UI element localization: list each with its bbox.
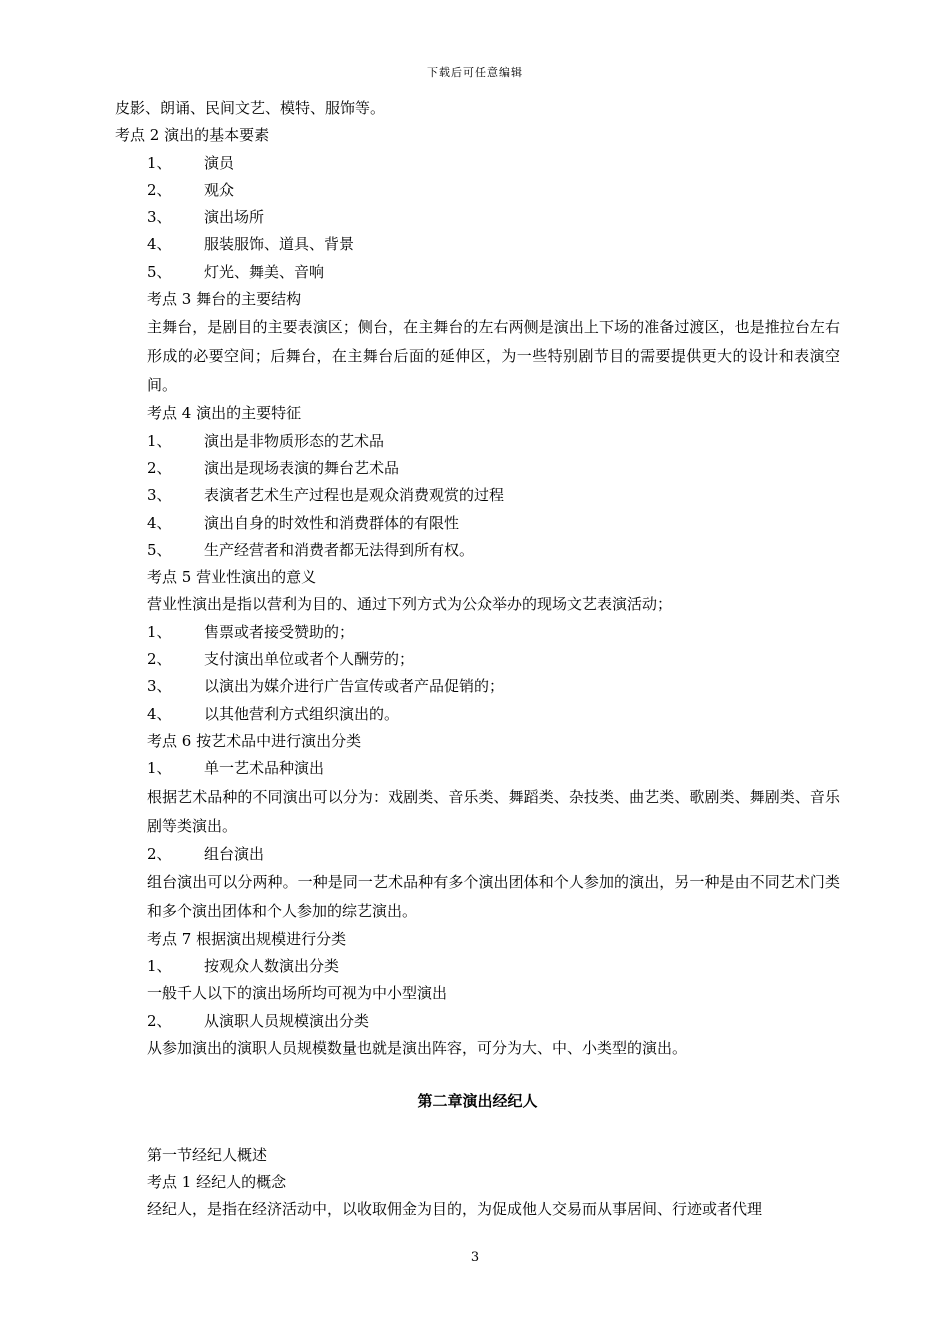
section-heading: 考点 2 演出的基本要素 <box>115 126 270 145</box>
list-text: 按观众人数演出分类 <box>204 957 340 976</box>
list-number: 5、 <box>147 540 172 559</box>
list-text: 服装服饰、道具、背景 <box>204 235 355 254</box>
list-item <box>115 619 840 646</box>
list-text: 以演出为媒介进行广告宣传或者产品促销的； <box>204 677 505 696</box>
section-heading: 考点 1 经纪人的概念 <box>147 1172 287 1191</box>
list-text: 单一艺术品种演出 <box>204 759 325 778</box>
list-number: 2、 <box>147 844 172 863</box>
section-heading: 考点 4 演出的主要特征 <box>147 404 302 423</box>
list-item <box>115 701 840 728</box>
list-text: 演出场所 <box>204 208 265 227</box>
list-number: 2、 <box>147 1011 172 1030</box>
list-text: 演出是现场表演的舞台艺术品 <box>204 458 400 477</box>
list-item <box>115 455 840 482</box>
list-number: 1、 <box>147 431 172 450</box>
section-heading: 考点 6 按艺术品中进行演出分类 <box>147 731 362 750</box>
list-text: 从演职人员规模演出分类 <box>204 1011 370 1030</box>
list-text: 以其他营利方式组织演出的。 <box>204 704 400 723</box>
list-text: 售票或者接受赞助的； <box>204 622 355 641</box>
list-text: 演员 <box>204 153 235 172</box>
section-heading: 考点 5 营业性演出的意义 <box>147 568 317 587</box>
paragraph: 组台演出可以分两种。一种是同一艺术品种有多个演出团体和个人参加的演出，另一种是由不同艺术门类和多个演出团体和个人参加的综艺演出。 <box>147 872 840 920</box>
list-item <box>115 231 840 258</box>
list-item <box>115 482 840 509</box>
document-body <box>115 95 840 1224</box>
list-number: 1、 <box>147 957 172 976</box>
list-number: 3、 <box>147 208 172 227</box>
list-item <box>115 953 840 980</box>
list-number: 5、 <box>147 262 172 281</box>
section-heading: 考点 3 舞台的主要结构 <box>147 290 302 309</box>
paragraph: 营业性演出是指以营利为目的、通过下列方式为公众举办的现场文艺表演活动； <box>147 595 673 614</box>
list-item <box>115 150 840 177</box>
list-item <box>115 646 840 673</box>
list-item <box>115 510 840 537</box>
list-item <box>115 428 840 455</box>
list-number: 2、 <box>147 180 172 199</box>
list-number: 4、 <box>147 513 172 532</box>
section-heading: 考点 7 根据演出规模进行分类 <box>147 929 347 948</box>
list-item <box>115 177 840 204</box>
list-text: 演出是非物质形态的艺术品 <box>204 431 385 450</box>
list-item <box>115 537 840 564</box>
list-text: 生产经营者和消费者都无法得到所有权。 <box>204 540 475 559</box>
list-text: 表演者艺术生产过程也是观众消费观赏的过程 <box>204 486 505 505</box>
page-header: 下载后可任意编辑 <box>427 66 523 79</box>
paragraph: 主舞台，是剧目的主要表演区；侧台，在主舞台的左右两侧是演出上下场的准备过渡区，也是推拉台左右形成的必要空间；后舞台，在主舞台后面的延伸区，为一些特别剧节目的需要提供更大的设计和表演空间。 <box>147 318 840 395</box>
list-number: 1、 <box>147 759 172 778</box>
list-item <box>115 1008 840 1035</box>
list-number: 4、 <box>147 704 172 723</box>
list-item <box>115 755 840 782</box>
list-item <box>115 204 840 231</box>
paragraph: 一般千人以下的演出场所均可视为中小型演出 <box>147 984 448 1003</box>
paragraph: 经纪人，是指在经济活动中，以收取佣金为目的，为促成他人交易而从事居间、行迹或者代理 <box>147 1200 763 1219</box>
list-number: 3、 <box>147 486 172 505</box>
list-item <box>115 841 840 868</box>
list-text: 灯光、舞美、音响 <box>204 262 325 281</box>
list-number: 1、 <box>147 153 172 172</box>
paragraph: 根据艺术品种的不同演出可以分为：戏剧类、音乐类、舞蹈类、杂技类、曲艺类、歌剧类、舞剧类、音乐剧等类演出。 <box>147 787 840 835</box>
list-item <box>115 259 840 286</box>
list-text: 组台演出 <box>204 844 265 863</box>
list-number: 1、 <box>147 622 172 641</box>
list-number: 2、 <box>147 458 172 477</box>
list-number: 2、 <box>147 650 172 669</box>
section-heading: 第一节经纪人概述 <box>147 1145 268 1164</box>
list-number: 4、 <box>147 235 172 254</box>
list-item <box>115 673 840 700</box>
paragraph: 从参加演出的演职人员规模数量也就是演出阵容，可分为大、中、小类型的演出。 <box>147 1039 688 1058</box>
list-number: 3、 <box>147 677 172 696</box>
list-text: 支付演出单位或者个人酬劳的； <box>204 650 415 669</box>
list-text: 观众 <box>204 180 235 199</box>
list-text: 演出自身的时效性和消费群体的有限性 <box>204 513 460 532</box>
chapter-title: 第二章演出经纪人 <box>417 1092 538 1111</box>
paragraph: 皮影、朗诵、民间文艺、模特、服饰等。 <box>115 99 386 117</box>
page-number: 3 <box>470 1250 480 1265</box>
